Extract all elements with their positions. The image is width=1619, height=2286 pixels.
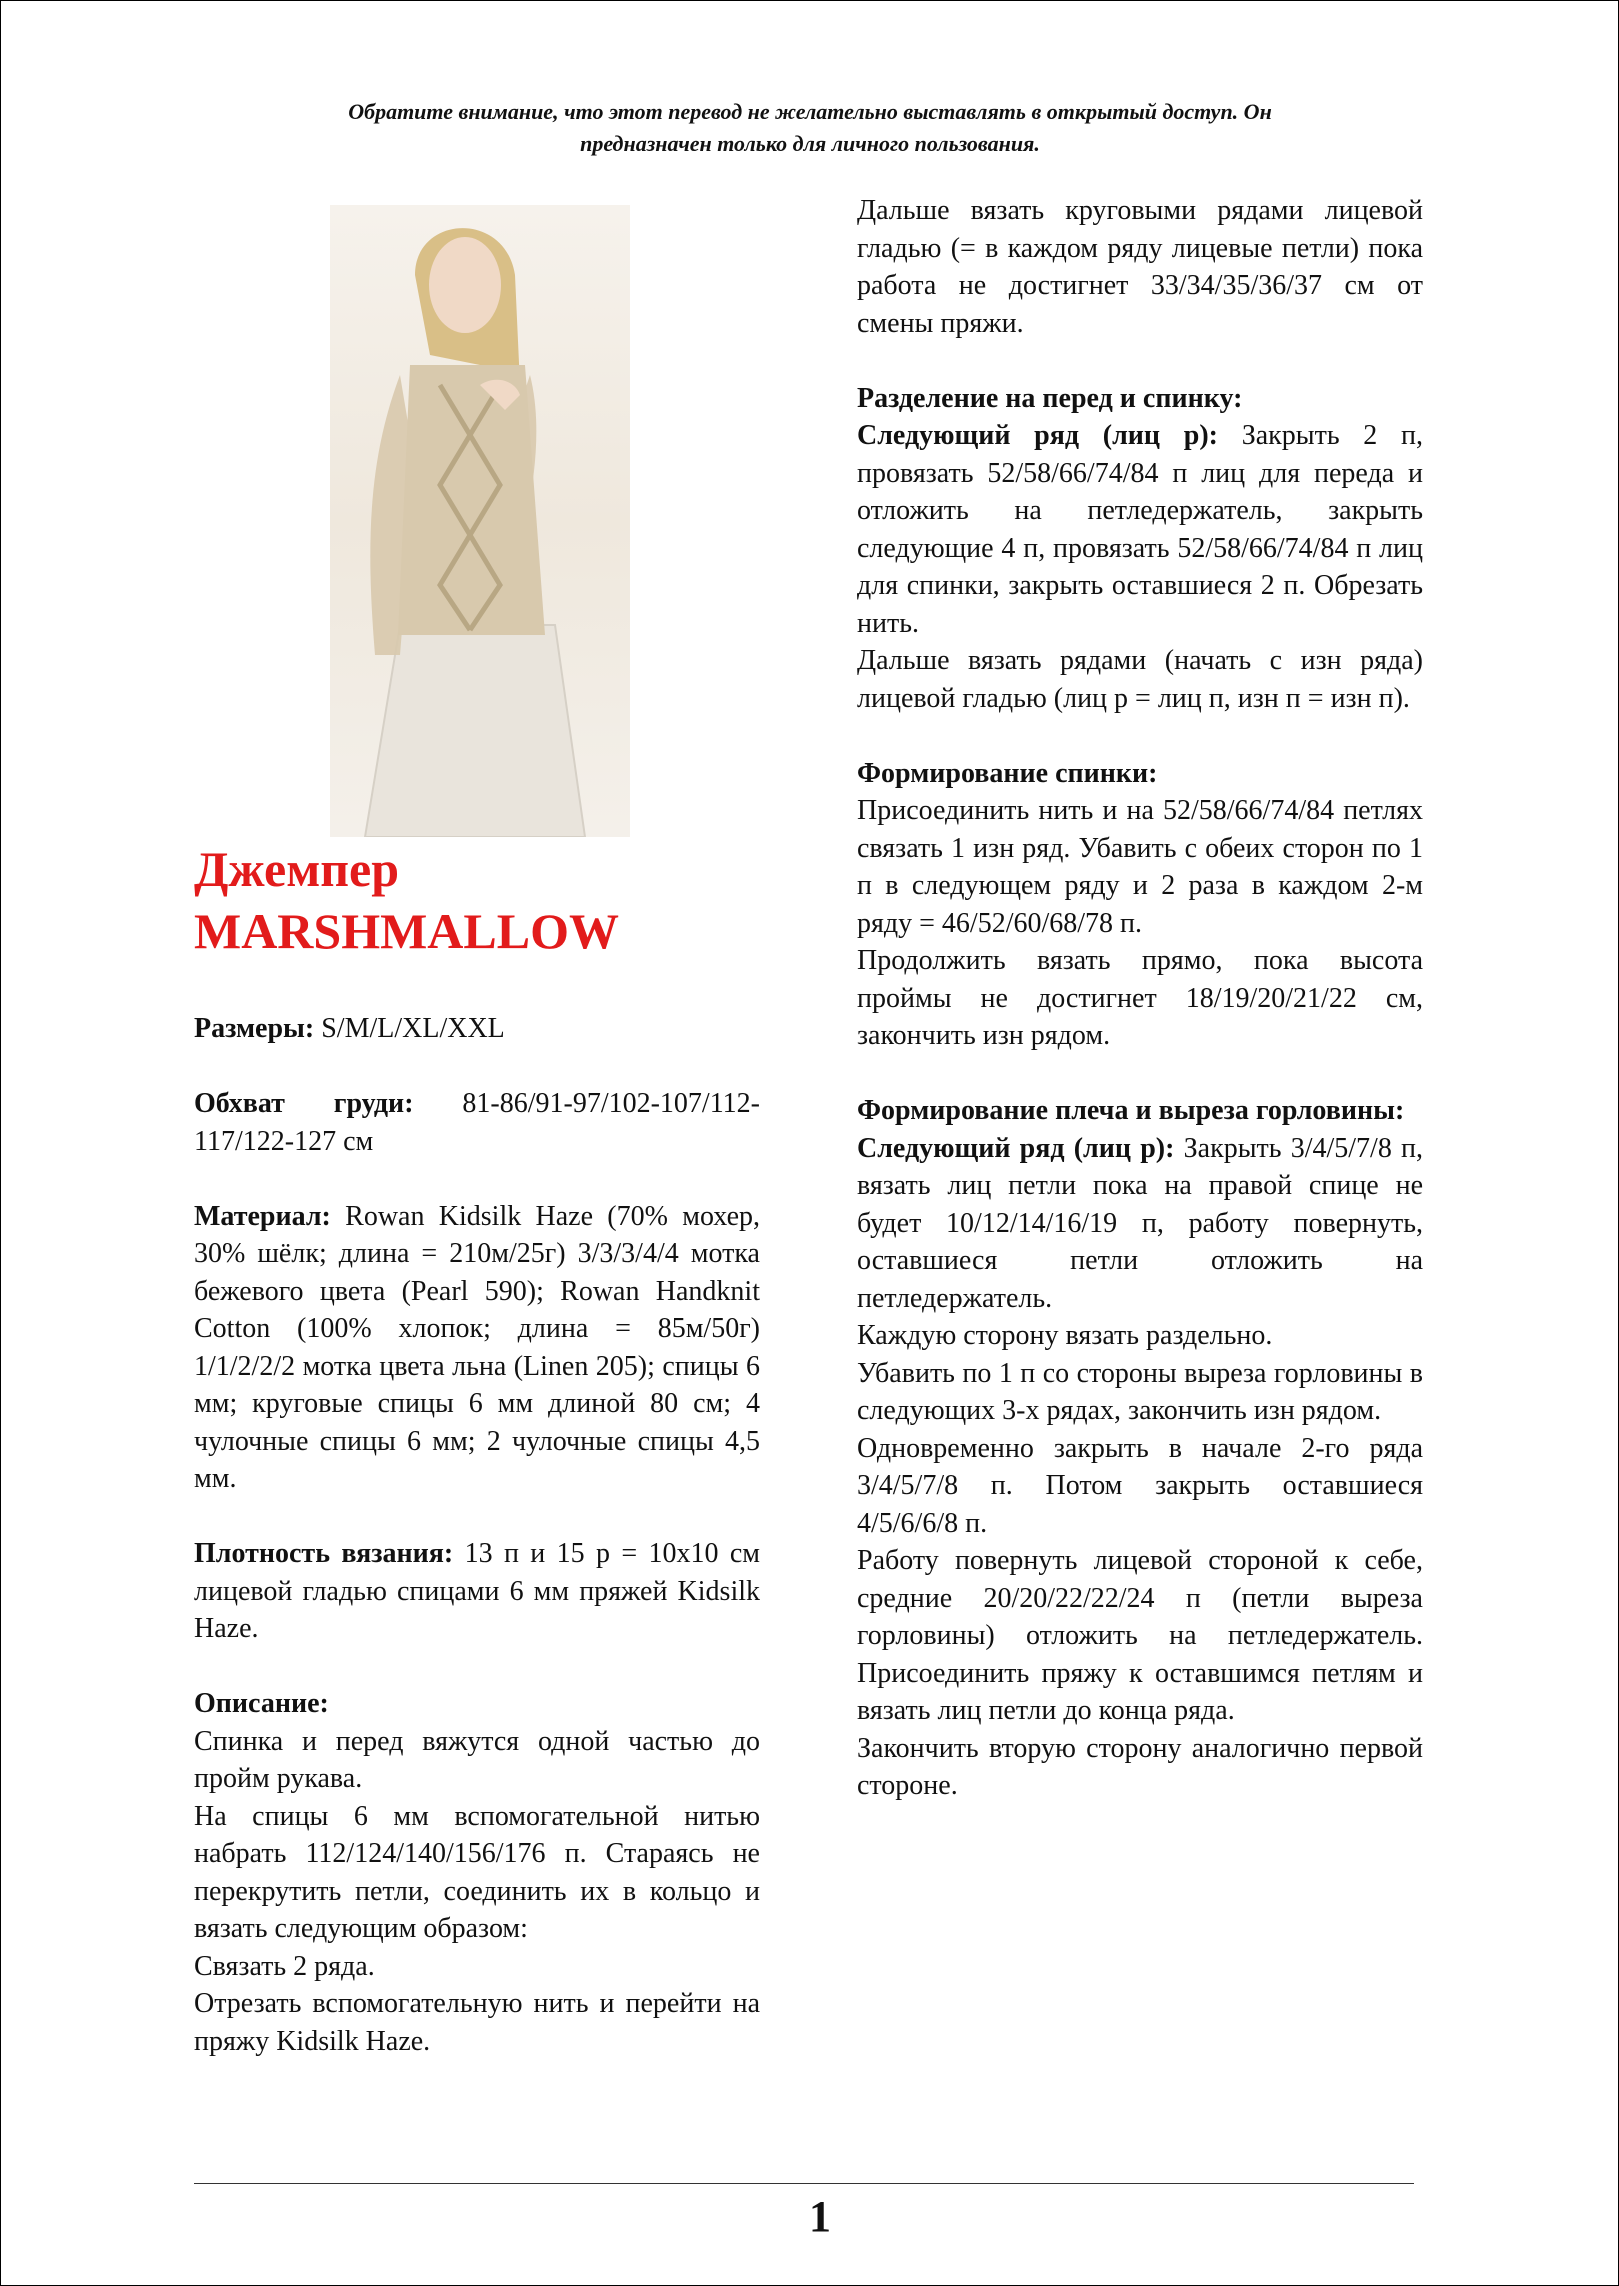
product-title bbox=[194, 838, 794, 962]
pants-shape bbox=[365, 625, 585, 837]
description-paragraph: Отрезать вспомогательную нить и перейти на пряжу Kidsilk Haze. bbox=[194, 1988, 760, 2057]
shoulder-row-paragraph bbox=[857, 1130, 1423, 1318]
intro-paragraph: Дальше вязать круговыми рядами лицевой гладью (= в каждом ряду лицевые петли) пока работа не достигнет 33/34/35/36/37 см от смены пряжи. bbox=[857, 195, 1423, 339]
division-row-text: Закрыть 2 п, провязать 52/58/66/74/84 п лиц для переда и отложить на петледержатель, закрыть следующие 4 п, провязать 52/58/66/74/84 п лиц для спинки, закрыть оставшиеся 2 п. Обрезать нить. bbox=[857, 420, 1423, 639]
division-row-label: Следующий ряд (лиц р): bbox=[857, 420, 1218, 451]
model-illustration bbox=[330, 205, 630, 837]
bust-label: Обхват груди: bbox=[194, 1088, 414, 1119]
description-paragraph: Связать 2 ряда. bbox=[194, 1950, 375, 1982]
material-paragraph bbox=[194, 1198, 760, 1498]
footer-divider bbox=[194, 2183, 1414, 2184]
shoulder-row-label: Следующий ряд (лиц р): bbox=[857, 1132, 1175, 1164]
bust-paragraph bbox=[194, 1085, 760, 1160]
gauge-paragraph bbox=[194, 1535, 760, 1648]
material-text: Rowan Kidsilk Haze (70% мохер, 30% шёлк; длина = 210м/25г) 3/3/3/4/4 мотка бежевого цвета (Pearl 590); Rowan Handknit Cotton (100% хлопок; длина = 85м/50г) 1/1/2/2/2 мотка цвета льна (Linen 205); спицы 6 мм; круговые спицы 6 мм длиной 80 см; 4 чулочные спицы 6 мм; 2 чулочные спицы 4,5 мм. bbox=[194, 1200, 760, 1494]
title-line-1: Джемпер bbox=[194, 841, 400, 897]
usage-notice bbox=[220, 96, 1400, 160]
division-heading: Разделение на перед и спинку: bbox=[857, 382, 1243, 414]
gauge-label: Плотность вязания: bbox=[194, 1538, 454, 1569]
description-heading: Описание: bbox=[194, 1688, 329, 1719]
notice-line-2: предназначен только для личного пользования. bbox=[580, 131, 1040, 156]
left-column bbox=[194, 1010, 760, 2060]
sizes-text: S/M/L/XL/XXL bbox=[314, 1013, 505, 1044]
division-paragraph: Дальше вязать рядами (начать с изн ряда) лицевой гладью (лиц р = лиц п, изн п = изн п). bbox=[857, 645, 1423, 714]
back-paragraph: Присоединить нить и на 52/58/66/74/84 петлях связать 1 изн ряд. Убавить с обеих сторон по 1 п в следующем ряду и 2 раза в каждом 2-м ряду = 46/52/60/68/78 п. bbox=[857, 795, 1423, 939]
sizes-paragraph bbox=[194, 1010, 760, 1048]
division-row-paragraph bbox=[857, 417, 1423, 642]
right-column bbox=[857, 192, 1423, 1805]
description-paragraph: Спинка и перед вяжутся одной частью до пройм рукава. bbox=[194, 1725, 760, 1794]
shoulder-paragraph: Одновременно закрыть в начале 2-го ряда 3/4/5/7/8 п. Потом закрыть оставшиеся 4/5/6/6/8 п. bbox=[857, 1432, 1423, 1539]
material-label: Материал: bbox=[194, 1200, 331, 1232]
sweater-body bbox=[398, 365, 545, 635]
face-shape bbox=[429, 237, 501, 333]
bust-text: 81-86/91-97/102-107/112-117/122-127 см bbox=[194, 1088, 760, 1157]
notice-line-1: Обратите внимание, что этот перевод не желательно выставлять в открытый доступ. Он bbox=[348, 99, 1272, 124]
shoulder-paragraph: Каждую сторону вязать раздельно. bbox=[857, 1320, 1273, 1351]
back-heading: Формирование спинки: bbox=[857, 757, 1158, 789]
description-paragraph: На спицы 6 мм вспомогательной нитью набрать 112/124/140/156/176 п. Стараясь не перекрутить петли, соединить их в кольцо и вязать следующим образом: bbox=[194, 1800, 760, 1944]
sizes-label: Размеры: bbox=[194, 1013, 315, 1044]
product-photo bbox=[330, 205, 630, 837]
shoulder-paragraph: Закончить вторую сторону аналогично первой стороне. bbox=[857, 1732, 1423, 1801]
page-number: 1 bbox=[809, 2192, 831, 2241]
shoulder-heading: Формирование плеча и выреза горловины: bbox=[857, 1095, 1405, 1126]
shoulder-paragraph: Убавить по 1 п со стороны выреза горловины в следующих 3-х рядах, закончить изн рядом. bbox=[857, 1357, 1423, 1426]
title-line-2: MARSHMALLOW bbox=[194, 903, 619, 959]
shoulder-row-text: Закрыть 3/4/5/7/8 п, вязать лиц петли пока на правой спице не будет 10/12/14/16/19 п, работу повернуть, оставшиеся петли отложить на петледержатель. bbox=[857, 1132, 1423, 1314]
back-paragraph: Продолжить вязать прямо, пока высота проймы не достигнет 18/19/20/21/22 см, закончить изн рядом. bbox=[857, 945, 1423, 1051]
shoulder-paragraph: Работу повернуть лицевой стороной к себе, средние 20/20/22/22/24 п (петли выреза горловины) отложить на петледержатель. Присоединить пряжу к оставшимся петлям и вязать лиц петли до конца ряда. bbox=[857, 1545, 1423, 1726]
gauge-text: 13 п и 15 р = 10х10 см лицевой гладью спицами 6 мм пряжей Kidsilk Haze. bbox=[194, 1538, 761, 1644]
